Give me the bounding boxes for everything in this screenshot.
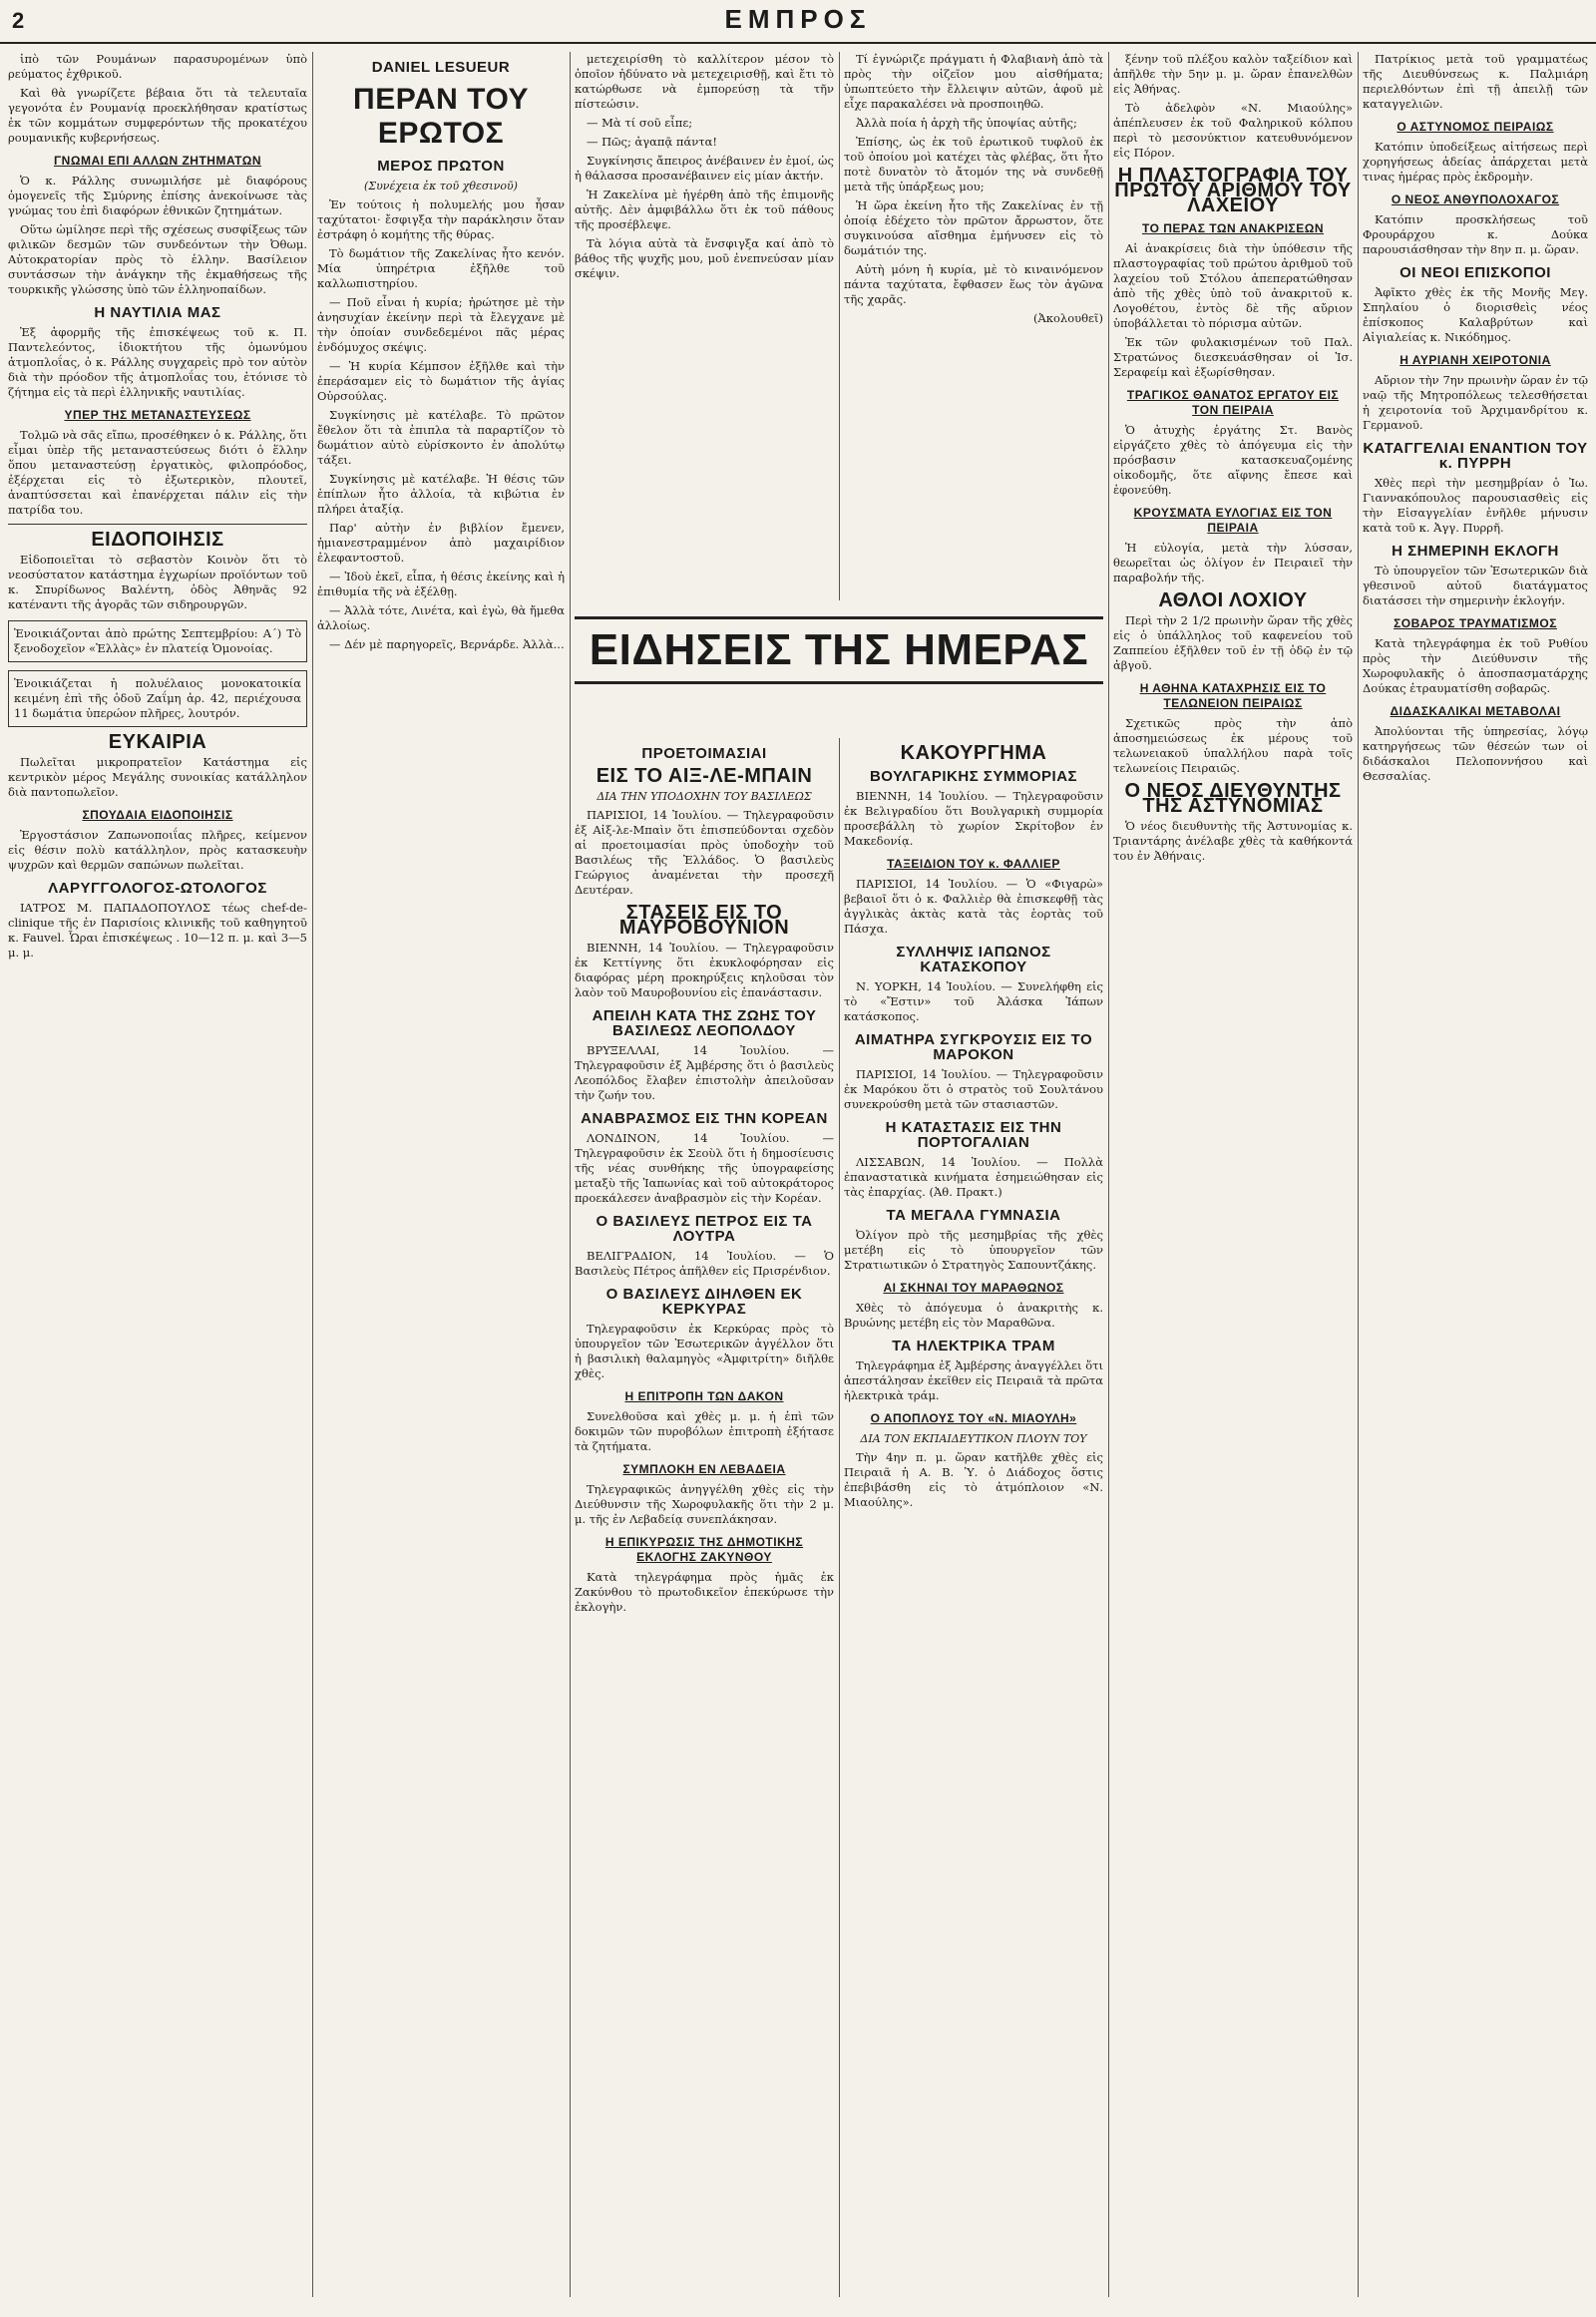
section-heading: ΓΝΩΜΑΙ ΕΠΙ ΑΛΛΩΝ ΖΗΤΗΜΑΤΩΝ bbox=[53, 154, 262, 168]
paragraph: Χθὲς τὸ ἀπόγευμα ὁ ἀνακριτὴς κ. Βρυώνης μετέβη εἰς τὸν Μαραθῶνα. bbox=[844, 1301, 1103, 1330]
news-banner bbox=[575, 608, 1103, 689]
paragraph: Πατρίκιος μετὰ τοῦ γραμματέως τῆς Διευθύνσεως κ. Παλμιάρη περιελθόντων ἐπὶ τῇ ἀπειλῇ τῶν καταγγελιῶν. bbox=[1363, 52, 1588, 111]
divider bbox=[8, 524, 307, 525]
section-heading: Η ΑΘΗΝΑ ΚΑΤΑΧΡΗΣΙΣ ΕΙΣ ΤΟ ΤΕΛΩΝΕΙΟΝ ΠΕΙΡΑΙΩΣ bbox=[1139, 681, 1327, 710]
ad-text: Ἐνοικιάζεται ἡ πολυέλαιος μονοκατοικία κειμένη ἐπὶ τῆς ὁδοῦ Ζαΐμη ἀρ. 42, περιέχουσα 11 δωμάτια ὑπερώον πλῆρες, λουτρόν. bbox=[14, 676, 301, 720]
paragraph: Ἀπολύονται τῆς ὑπηρεσίας, λόγῳ κατηργήσεως τῶν θέσεών των οἱ διδάσκαλοι Πελοποννήσου καὶ Θεσσαλίας. bbox=[1363, 724, 1588, 783]
section-heading: ΑΙΜΑΤΗΡΑ ΣΥΓΚΡΟΥΣΙΣ ΕΙΣ ΤΟ ΜΑΡΟΚΟΝ bbox=[854, 1031, 1093, 1063]
section-heading: ΕΙΔΟΠΟΙΗΣΙΣ bbox=[91, 529, 224, 551]
paragraph: Ἀφῖκτο χθὲς ἐκ τῆς Μονῆς Μεγ. Σπηλαίου ὁ διορισθεὶς νέος ἐπίσκοπος Καλαβρύτων καὶ Αἰγιαλείας κ. Νικόδημος. bbox=[1363, 285, 1588, 344]
section-heading: ΚΡΟΥΣΜΑΤΑ ΕΥΛΟΓΙΑΣ ΕΙΣ ΤΟΝ ΠΕΙΡΑΙΑ bbox=[1133, 506, 1333, 535]
paragraph: ΒΙΕΝΝΗ, 14 Ἰουλίου. — Τηλεγραφοῦσιν ἐκ Κεττίγνης ὅτι ἐκυκλοφόρησαν εἰς διαφόρας μέρη προκηρύξεις κηλοῦσαι τὸν λαὸν τοῦ Μαυροβουνίου εἰς ἐπανάστασιν. bbox=[575, 941, 834, 999]
column-separator bbox=[1108, 52, 1109, 2297]
section-heading: Η ΕΠΙΤΡΟΠΗ ΤΩΝ ΔΑΚΟΝ bbox=[624, 1389, 784, 1403]
page-number: 2 bbox=[12, 8, 25, 33]
paragraph: Παρ' αὐτὴν ἐν βιβλίον ἔμενεν, ἡμιανεστραμμένον ἀπὸ μαχαιρίδιον ἐλεφαντοστοῦ. bbox=[317, 521, 565, 565]
paragraph: Ὁ ἀτυχὴς ἐργάτης Στ. Βανὸς εἰργάζετο χθὲς τὸ ἀπόγευμα εἰς τὴν πρόσβασιν κατασκευαζομένης οἰκοδομῆς, ὅτε αἴφνης ἔπεσε καὶ ἐφονεύθη. bbox=[1113, 423, 1353, 497]
section-subheading: ΔΙΑ ΤΟΝ ΕΚΠΑΙΔΕΥΤΙΚΟΝ ΠΛΟΥΝ ΤΟΥ bbox=[860, 1432, 1087, 1445]
paragraph: Κατὰ τηλεγράφημα πρὸς ἡμᾶς ἐκ Ζακύνθου τὸ πρωτοδικεῖον ἐπεκύρωσε τὴν ἐκλογὴν. bbox=[575, 1570, 834, 1614]
paragraph: ΛΟΝΔΙΝΟΝ, 14 Ἰουλίου. — Τηλεγραφοῦσιν ἐκ Σεοὺλ ὅτι ἡ δημοσίευσις τῆς νέας συνθήκης τῆς ὑπογραφείσης μεταξὺ τῆς Ἰαπωνίας καὶ τοῦ αὐτοκράτορος προεκάλεσεν ἀναβρασμὸν εἰς τὴν Κορέαν. bbox=[575, 1131, 834, 1205]
paragraph: ΙΑΤΡΟΣ Μ. ΠΑΠΑΔΟΠΟΥΛΟΣ τέως chef-de-clinique τῆς ἐν Παρισίοις κλινικῆς τοῦ καθηγητοῦ κ. Fauvel. Ὧραι ἐπισκέψεως . 10—12 π. μ. καὶ 3—5 μ. μ. bbox=[8, 901, 307, 960]
column-separator bbox=[839, 738, 840, 2297]
section-heading: Ο ΑΠΟΠΛΟΥΣ ΤΟΥ «Ν. ΜΙΑΟΥΛΗ» bbox=[870, 1411, 1077, 1425]
section-heading: ΛΑΡΥΓΓΟΛΟΓΟΣ-ΩΤΟΛΟΓΟΣ bbox=[48, 880, 267, 897]
column-separator bbox=[839, 52, 840, 600]
section-heading: ΣΥΜΠΛΟΚΗ ΕΝ ΛΕΒΑΔΕΙΑ bbox=[622, 1462, 786, 1476]
section-heading: Η ΝΑΥΤΙΛΙΑ ΜΑΣ bbox=[94, 304, 221, 321]
paragraph: Πωλεῖται μικροπρατεῖον Κατάστημα εἰς κεντρικὸν μέρος Μεγάλης συνοικίας κατάλληλον διὰ παντοπωλεῖον. bbox=[8, 755, 307, 799]
paragraph: Τὸ δωμάτιον τῆς Ζακελίνας ἦτο κενόν. Μία ὑπηρέτρια ἐξῆλθε τοῦ καλλωπιστηρίου. bbox=[317, 246, 565, 290]
section-heading: ΕΙΣ ΤΟ ΑΙΞ-ΛΕ-ΜΠΑΙΝ bbox=[596, 765, 813, 787]
section-heading: ΒΟΥΛΓΑΡΙΚΗΣ ΣΥΜΜΟΡΙΑΣ bbox=[869, 768, 1078, 785]
paragraph: Ἐργοστάσιον Ζαπωνοποιΐας πλῆρες, κείμενον εἰς θέσιν πολὺ κατάλληλον, πρὸς κατασκευὴν ψυχρῶν καὶ θερμῶν σαπώνων πωλεῖται. bbox=[8, 828, 307, 872]
paragraph: Αὐτὴ μόνη ἡ κυρία, μὲ τὸ κιναινόμενον πάντα ταχύτατα, ἔφθασεν ἕως τὸν ἀγῶνα τῆς χαρᾶς. bbox=[844, 262, 1103, 306]
section-heading: Η ΚΑΤΑΣΤΑΣΙΣ ΕΙΣ ΤΗΝ ΠΟΡΤΟΓΑΛΙΑΝ bbox=[885, 1119, 1062, 1151]
column-f bbox=[1363, 52, 1588, 2297]
paragraph: ξένην τοῦ πλέξου καλὸν ταξείδιον καὶ ἀπῆλθε τὴν 5ην μ. μ. ὥραν ἐπανελθὼν εἰς Ἀθήνας. bbox=[1113, 52, 1353, 96]
section-heading: Η ΠΛΑΣΤΟΓΡΑΦΙΑ ΤΟΥ ΠΡΩΤΟΥ ΑΡΙΘΜΟΥ ΤΟΥ ΛΑΧΕΙΟΥ bbox=[1114, 165, 1352, 216]
paragraph: Ἡ Ζακελίνα μὲ ἠγέρθη ἀπὸ τῆς ἐπιμονῆς αὐτῆς. Δὲν ἀμφιβάλλω ὅτι ἐκ τοῦ πάθους τῆς προσέβλεψε. bbox=[575, 188, 834, 231]
section-heading: ΣΤΑΣΕΙΣ ΕΙΣ ΤΟ ΜΑΥΡΟΒΟΥΝΙΟΝ bbox=[618, 902, 790, 939]
section-heading: Η ΣΗΜΕΡΙΝΗ ΕΚΛΟΓΗ bbox=[1392, 543, 1559, 560]
paragraph: — Δέν μὲ παρηγορεῖς, Βερνάρδε. Ἀλλὰ... bbox=[329, 637, 565, 651]
paragraph: Κατόπιν προσκλήσεως τοῦ Φρουράρχου κ. Δούκα παρουσιάσθησαν τὴν 8ην π. μ. ὥραν. bbox=[1363, 212, 1588, 256]
paper-name: ΕΜΠΡΟΣ bbox=[724, 4, 872, 34]
paragraph: Ὁ κ. Ράλλης συνωμιλήσε μὲ διαφόρους ὁμογενεῖς τῆς Σμύρνης ἐπίσης ἀνεκοίνωσε τὰς γνώμας του ἐπὶ διαφόρων ἐθνικῶν ζητημάτων. bbox=[8, 174, 307, 217]
section-heading: ΔΙΔΑΣΚΑΛΙΚΑΙ ΜΕΤΑΒΟΛΑΙ bbox=[1390, 704, 1561, 718]
paragraph: Τηλεγραφοῦσιν ἐκ Κερκύρας πρὸς τὸ ὑπουργεῖον τῶν Ἐσωτερικῶν ἀγγέλλον ὅτι ἡ βασιλικὴ θαλαμηγὸς «Ἀμφιτρίτη» διῆλθε χθὲς. bbox=[575, 1322, 834, 1380]
novel-title: ΠΕΡΑΝ ΤΟΥ ΕΡΩΤΟΣ bbox=[353, 83, 529, 150]
section-heading: ΚΑΚΟΥΡΓΗΜΑ bbox=[900, 742, 1047, 764]
section-heading: Ο ΑΣΤΥΝΟΜΟΣ ΠΕΙΡΑΙΩΣ bbox=[1396, 120, 1554, 134]
news-banner-title: ΕΙΔΗΣΕΙΣ ΤΗΣ ΗΜΕΡΑΣ bbox=[575, 616, 1103, 684]
paragraph: ΠΑΡΙΣΙΟΙ, 14 Ἰουλίου. — Ὁ «Φιγαρὼ» βεβαιοῖ ὅτι ὁ κ. Φαλλιὲρ θὰ ἐπισκεφθῇ τὰς ἀγγλικὰς ἀκτὰς κατὰ τὰς ἑορτὰς τοῦ Πάσχα. bbox=[844, 877, 1103, 936]
section-heading: Ο ΝΕΟΣ ΑΝΘΥΠΟΛΟΧΑΓΟΣ bbox=[1391, 193, 1560, 206]
paragraph: Ἀλλὰ ποία ἡ ἀρχὴ τῆς ὑποψίας αὐτῆς; bbox=[856, 116, 1077, 130]
section-heading: ΤΑ ΜΕΓΑΛΑ ΓΥΜΝΑΣΙΑ bbox=[886, 1207, 1061, 1224]
column-b-feuilleton bbox=[317, 52, 565, 2297]
paragraph: Τί ἐγνώριζε πράγματι ἡ Φλαβιανὴ ἀπὸ τὰ πρὸς τὴν οἰζεῖον μου αἰσθήματα; ὑπωπτεύετο τὴν ἔλλειψιν αὐτῶν, ἀφοῦ μὲ εἶχε παρακαλέσει νὰ προσποιηθῶ. bbox=[844, 52, 1103, 111]
paragraph: Τὸ ἀδελφὸν «Ν. Μιαούλης» ἀπέπλευσεν ἐκ τοῦ Φαληρικοῦ κόλπου περὶ τὸ μεσονύκτιον κατευθυνόμενον εἰς Πόρον. bbox=[1113, 101, 1353, 160]
paragraph: Συνελθοῦσα καὶ χθὲς μ. μ. ἡ ἐπὶ τῶν δοκιμῶν τῶν πυροβόλων ἐπιτροπὴ ἐξήτασε τὰ ζητήματα. bbox=[575, 1409, 834, 1453]
masthead bbox=[0, 0, 1596, 44]
column-separator bbox=[312, 52, 313, 2297]
paragraph: Τὸ ὑπουργεῖον τῶν Ἐσωτερικῶν διὰ γθεσινοῦ αὐτοῦ διατάγματος διατάσσει τὴν σημερινὴν ἐκλογήν. bbox=[1363, 564, 1588, 607]
paragraph: Ν. ΥΟΡΚΗ, 14 Ἰουλίου. — Συνελήφθη εἰς τὸ «Ἔστιν» τοῦ Ἀλάσκα Ἰάπων κατάσκοπος. bbox=[844, 979, 1103, 1023]
paragraph: Περὶ τὴν 2 1/2 πρωινὴν ὥραν τῆς χθὲς εἰς ὁ ὑπάλληλος τοῦ καφενείου τοῦ Ζαππείου ἐξῆλθεν τοῦ ἐν τῇ ὁδῷ ἐν τῷ ἀβγοῦ. bbox=[1113, 613, 1353, 672]
paragraph: Τὴν 4ην π. μ. ὥραν κατῆλθε χθὲς εἰς Πειραιᾶ ἡ Α. Β. Ὑ. ὁ Διάδοχος ὅστις ἐπεβιβάσθη εἰς τὸ ἀτμόπλοιον «Ν. Μιαούλης». bbox=[844, 1450, 1103, 1509]
section-heading: ΤΑ ΗΛΕΚΤΡΙΚΑ ΤΡΑΜ bbox=[892, 1338, 1055, 1354]
paragraph: Τηλεγράφημα ἐξ Ἀμβέρσης ἀναγγέλλει ὅτι ἀπεστάλησαν ἐκεῖθεν εἰς Πειραιᾶ τὰ πρῶτα ἠλεκτρικὰ τράμ. bbox=[844, 1358, 1103, 1402]
paragraph: Εἰδοποιεῖται τὸ σεβαστὸν Κοινὸν ὅτι τὸ νεοσύστατον κατάστημα ἐγχωρίων προϊόντων τοῦ κ. Σπυρίδωνος Βαλέντη, ὁδὸς Ἀθηνᾶς 92 κατέναντι τῆς ἀγορᾶς τῶν σιδηρουργῶν. bbox=[8, 553, 307, 611]
section-heading: ΕΥΚΑΙΡΙΑ bbox=[108, 731, 207, 753]
section-subheading: ΤΟ ΠΕΡΑΣ ΤΩΝ ΑΝΑΚΡΙΣΕΩΝ bbox=[1141, 221, 1325, 235]
paragraph: Ἡ ὥρα ἐκείνη ἦτο τῆς Ζακελίνας ἐν τῇ ὁποίᾳ ἐδέχετο τὸν πρῶτον ἄρρωστον, ὅτε συγκινούσα αἴσθημα ἐμήνυσεν εἰς τὸ δωμάτιόν της. bbox=[844, 198, 1103, 257]
section-heading: ΥΠΕΡ ΤΗΣ ΜΕΤΑΝΑΣΤΕΥΣΕΩΣ bbox=[64, 408, 251, 422]
section-heading: ΚΑΤΑΓΓΕΛΙΑΙ ΕΝΑΝΤΙΟΝ ΤΟΥ κ. ΠΥΡΡΗ bbox=[1363, 440, 1588, 472]
paragraph: ΠΑΡΙΣΙΟΙ, 14 Ἰουλίου. — Τηλεγραφοῦσιν ἐκ Μαρόκου ὅτι ὁ στρατὸς τοῦ Σουλτάνου συνεκρούσθη μετὰ τῶν στασιαστῶν. bbox=[844, 1067, 1103, 1111]
paragraph: Ἐν τούτοις ἡ πολυμελής μου ἦσαν ταχύτατοι· ἔσφιγξα τὴν παράκλησιν ὅταν ἐστράφη ὁ κομήτης τῆς θύρας. bbox=[317, 197, 565, 241]
section-heading: ΑΙ ΣΚΗΝΑΙ ΤΟΥ ΜΑΡΑΘΩΝΟΣ bbox=[883, 1281, 1064, 1295]
paragraph: Τηλεγραφικῶς ἀνηγγέλθη χθὲς εἰς τὴν Διεύθυνσιν τῆς Χωροφυλακῆς ὅτι τὴν 2 μ. μ. τῆς ἐν Λεβαδείᾳ συνεπλάκησαν. bbox=[575, 1482, 834, 1526]
paragraph: ΒΡΥΞΕΛΛΑΙ, 14 Ἰουλίου. — Τηλεγραφοῦσιν ἐξ Ἀμβέρσης ὅτι ὁ βασιλεὺς Λεοπόλδος ἔλαβεν ἐπιστολὴν ἀπειλοῦσαν τὴν ζωήν του. bbox=[575, 1043, 834, 1102]
paragraph: Ἐπίσης, ὡς ἐκ τοῦ ἐρωτικοῦ τυφλοῦ ἐκ τοῦ ὁποίου μοὶ κατέχει τὰς φλέβας, ὅτι ἦτο ποτὲ δυνατὸν τὸ ἄτομόν της νὰ συνδεθῇ μετὰ τῆς ὑπάρξεως μου; bbox=[844, 135, 1103, 193]
paragraph: Ἐξ ἀφορμῆς τῆς ἐπισκέψεως τοῦ κ. Π. Παντελεόντος, ἰδιοκτήτου τῆς ὁμωνύμου ἀτμοπλοΐας, ὁ κ. Ράλλης συγχαρεὶς πρὸ τον αὐτὸν διὰ τὴν πρόοδον τῆς ἀτμοπλοΐας του, ἐτόνισε τὸ ζήτημα εἰς τὰ περὶ ἑλληνικῆς ναυτιλίας. bbox=[8, 325, 307, 399]
section-heading: ΑΠΕΙΛΗ ΚΑΤΑ ΤΗΣ ΖΩΗΣ ΤΟΥ ΒΑΣΙΛΕΩΣ ΛΕΟΠΟΛΔΟΥ bbox=[592, 1007, 817, 1039]
paragraph: ΒΙΕΝΝΗ, 14 Ἰουλίου. — Τηλεγραφοῦσιν ἐκ Βελιγραδίου ὅτι Βουλγαρικὴ συμμορία προσεβάλλη τὸ χωρίον Σκρίτοβον ἐν Μακεδονίᾳ. bbox=[844, 789, 1103, 848]
paragraph: Οὕτω ὡμίλησε περὶ τῆς σχέσεως συσφίξεως τῶν φιλικῶν δεσμῶν τῶν συνδεόντων τὴν Ὀθωμ. Αὐτοκρατορίαν πρὸς τὸ ἑλλην. Βασίλειον συντάσσων τὴν ἀνάγκην τῆς ἐκμαθήσεως τῆς τουρκικῆς γλώσσης ὑπὸ τῶν ἑλληνοπαίδων. bbox=[8, 222, 307, 296]
paragraph: ΠΑΡΙΣΙΟΙ, 14 Ἰουλίου. — Τηλεγραφοῦσιν ἐξ Αἰξ-λε-Μπαὶν ὅτι ἐπισπεύδονται σχεδὸν αἱ προετοιμασίαι πρὸς ὑποδοχὴν τοῦ Βασιλέως τῆς Ἑλλάδος. Ὁ βασιλεὺς Γεώργιος ἀναμένεται τὴν προσεχῆ Δευτέραν. bbox=[575, 808, 834, 897]
column-a bbox=[8, 52, 307, 2297]
section-heading: ΑΘΛΟΙ ΛΟΧΙΟΥ bbox=[1158, 589, 1308, 611]
paragraph: — Ποῦ εἶναι ἡ κυρία; ἠρώτησε μὲ τὴν ἀνησυχίαν ἐκείνην περὶ τὰ ἔλεγχανε μὲ τὴν ὁποίαν συνδεδεμένοι πᾶς μέρας ἐνδόμυχος σκέψις. bbox=[317, 295, 565, 354]
paragraph: Χθὲς περὶ τὴν μεσημβρίαν ὁ Ἰω. Γιαννακόπουλος παρουσιασθεὶς εἰς τὴν Εἰσαγγελίαν ἐνῆλθε μήνυσιν κατὰ τοῦ κ. Ἀγγ. Πυρρῆ. bbox=[1363, 476, 1588, 535]
paragraph: Κατὰ τηλεγράφημα ἐκ τοῦ Ρυθίου πρὸς τὴν Διεύθυνσιν τῆς Χωροφυλακῆς ὁ ἀποσπασματάρχης Δούκας ἐτραυματίσθη σοβαρῶς. bbox=[1363, 636, 1588, 695]
column-d-news bbox=[844, 738, 1103, 2297]
paragraph: ἰπὸ τῶν Ρουμάνων παρασυρομένων ὑπὸ ρεύματος ἐχθρικοῦ. bbox=[8, 52, 307, 81]
section-heading: Ο ΒΑΣΙΛΕΥΣ ΠΕΤΡΟΣ ΕΙΣ ΤΑ ΛΟΥΤΡΑ bbox=[596, 1213, 813, 1245]
column-e bbox=[1113, 52, 1353, 2297]
paragraph: Αἱ ἀνακρίσεις διὰ τὴν ὑπόθεσιν τῆς πλαστογραφίας τοῦ πρώτου ἀριθμοῦ τοῦ λαχείου τοῦ Στόλου ἀπεπερατώθησαν ἀπὸ τῆς χθὲς ὑπὸ τοῦ ἀνακριτοῦ κ. Λογοθέτου, ἐντὸς δὲ τῆς αὔριον ὑποβάλλεται τὸ πόρισμα αὐτῶν. bbox=[1113, 241, 1353, 330]
paragraph: — Ἡ κυρία Κέμπσον ἐξῆλθε καὶ τὴν ἐπεράσαμεν εἰς τὸ δωμάτιον τῆς ἁγίας Οὐρσούλας. bbox=[317, 359, 565, 403]
paragraph: Συγκίνησις μὲ κατέλαβε. Ἡ θέσις τῶν ἐπίπλων ἦτο ἀλλοία, τὰ κιβώτια ἐν πλήρει ἀταξίᾳ. bbox=[317, 472, 565, 516]
section-heading: ΤΡΑΓΙΚΟΣ ΘΑΝΑΤΟΣ ΕΡΓΑΤΟΥ ΕΙΣ ΤΟΝ ΠΕΙΡΑΙΑ bbox=[1126, 388, 1340, 417]
paragraph: — Ἀλλὰ τότε, Λινέτα, καὶ ἐγὼ, θὰ ἤμεθα ἀλλοίως. bbox=[317, 603, 565, 632]
section-heading: ΤΑΞΕΙΔΙΟΝ ΤΟΥ κ. ΦΑΛΛΙΕΡ bbox=[887, 857, 1060, 871]
section-subheading: ΔΙΑ ΤΗΝ ΥΠΟΔΟΧΗΝ ΤΟΥ ΒΑΣΙΛΕΩΣ bbox=[597, 790, 812, 803]
paragraph: Κατόπιν ὑποδείξεως αἰτήσεως περὶ χορηγήσεως ἀδείας ἀπάρχεται μετὰ τινας ἡμέρας πρὸς ἐκδρομὴν. bbox=[1363, 140, 1588, 184]
column-separator bbox=[1358, 52, 1359, 2297]
ad-text: Ἐνοικιάζονται ἀπὸ πρώτης Σεπτεμβρίου: Α΄) Τὸ ξενοδοχεῖον «Ἑλλὰς» ἐν πλατείᾳ Ὁμονοίας. bbox=[14, 626, 301, 655]
section-heading: ΣΟΒΑΡΟΣ ΤΡΑΥΜΑΤΙΣΜΟΣ bbox=[1394, 616, 1557, 630]
column-c-top bbox=[575, 52, 834, 600]
paragraph: Συγκίνησις ἄπειρος ἀνέβαινεν ἐν ἐμοί, ὡς ἡ θάλασσα προσανέβαινεν εἰς μίαν ἀκτήν. bbox=[575, 154, 834, 183]
section-heading: Η ΑΥΡΙΑΝΗ ΧΕΙΡΟΤΟΝΙΑ bbox=[1399, 353, 1551, 367]
part-heading: ΜΕΡΟΣ ΠΡΩΤΟΝ bbox=[377, 158, 505, 175]
paragraph: ΒΕΛΙΓΡΑΔΙΟΝ, 14 Ἰουλίου. — Ὁ Βασιλεὺς Πέτρος ἀπῆλθεν εἰς Πρισρένδιον. bbox=[575, 1249, 834, 1278]
paragraph: — Ἰδοὺ ἐκεῖ, εἶπα, ἡ θέσις ἐκείνης καὶ ἡ ἐπιθυμία τῆς νὰ ἐξέλθῃ. bbox=[317, 570, 565, 598]
paragraph: — Πῶς; ἀγαπᾷ πάντα! bbox=[587, 135, 717, 149]
continuation-note: (Συνέχεια ἐκ τοῦ χθεσινοῦ) bbox=[364, 180, 518, 193]
paragraph: Ἡ εὐλογία, μετὰ τὴν λύσσαν, θεωρεῖται ὡς ὀλίγον ἐν Πειραιεῖ τὴν παραβολήν τῆς. bbox=[1113, 541, 1353, 584]
section-heading: Ο ΒΑΣΙΛΕΥΣ ΔΙΗΛΘΕΝ ΕΚ ΚΕΡΚΥΡΑΣ bbox=[605, 1286, 803, 1318]
section-heading: Ο ΝΕΟΣ ΔΙΕΥΘΥΝΤΗΣ ΤΗΣ ΑΣΤΥΝΟΜΙΑΣ bbox=[1124, 780, 1342, 817]
paragraph: Ἐκ τῶν φυλακισμένων τοῦ Παλ. Στρατώνος διεσκευάσθησαν οἱ Ἰσ. Σεραφείμ καὶ ἐξωρίσθησαν. bbox=[1113, 335, 1353, 379]
advertisement bbox=[8, 620, 307, 662]
paragraph: Ὁ νέος διευθυντὴς τῆς Ἀστυνομίας κ. Τριαντάρης ἀνέλαβε χθὲς τὰ καθήκοντά του ἐν Ἀθήναις. bbox=[1113, 819, 1353, 863]
paragraph: Τολμῶ νὰ σᾶς εἴπω, προσέθηκεν ὁ κ. Ράλλης, ὅτι εἶμαι ὑπὲρ τῆς μεταναστεύσεως διότι ὁ ἕλλην ὅπου μεταναστεύσῃ ἐργατικὸς, φιλοπρόοδος, ἐξέρχεται εἰς τὸ ἐξωτερικὸν, πλουτεῖ, ἀναπτύσσεται καὶ ἐπανέρχεται πάλιν εἰς τὴν πατρίδα του. bbox=[8, 428, 307, 517]
paragraph: Τὰ λόγια αὐτὰ τὰ ἔνσφιγξα καί ἀπὸ τὸ βάθος τῆς ψυχῆς μου, μοῦ ἐνεπνεύσαν μίαν σκέψιν. bbox=[575, 236, 834, 280]
section-heading: ΑΝΑΒΡΑΣΜΟΣ ΕΙΣ ΤΗΝ ΚΟΡΕΑΝ bbox=[581, 1110, 828, 1127]
paragraph: ΛΙΣΣΑΒΩΝ, 14 Ἰουλίου. — Πολλὰ ἐπαναστατικὰ κινήματα ἐσημειώθησαν εἰς τὰς ἐπαρχίας. (Ἀθ. Πρακτ.) bbox=[844, 1155, 1103, 1199]
paragraph: Σχετικῶς πρὸς τὴν ἀπὸ ἀποσημειώσεως ἐκ μέρους τοῦ τελωνειακοῦ ὑπαλλήλου παρὰ τοῖς τελωνείοις Πειραιῶς. bbox=[1113, 716, 1353, 775]
paragraph: Ὀλίγον πρὸ τῆς μεσημβρίας τῆς χθὲς μετέβη εἰς τὸ ὑπουργεῖον τῶν Στρατιωτικῶν ὁ Στρατηγὸς Σαπουντζάκης. bbox=[844, 1228, 1103, 1272]
author-name: DANIEL LESUEUR bbox=[371, 59, 511, 76]
section-heading: ΣΠΟΥΔΑΙΑ ΕΙΔΟΠΟΙΗΣΙΣ bbox=[82, 808, 233, 822]
paragraph: Συγκίνησις μὲ κατέλαβε. Τὸ πρῶτον ἔθελον ὅτι τὰ ἐπιπλα τὰ παραρτίζον τὸ δωμάτιον αὐτὸ εὑρίσκοντο ἐν ἀπολύτῳ τάξει. bbox=[317, 408, 565, 467]
paragraph: Αὔριον τὴν 7ην πρωινὴν ὥραν ἐν τῷ ναῷ τῆς Μητροπόλεως τελεσθήσεται ἡ χειροτονία τοῦ Ἀρχιμανδρίτου κ. Γερμανοῦ. bbox=[1363, 373, 1588, 432]
to-be-continued: (Ἀκολουθεῖ) bbox=[1033, 311, 1103, 325]
paragraph: Καὶ θὰ γνωρίζετε βέβαια ὅτι τὰ τελευταῖα γεγονότα ἐν Ρουμανίᾳ προεκλήθησαν κρατίστως ἐκ τῶν κομμάτων συμφερόντων τῆς προκατέχου ρουμανικῆς κυβερνήσεως. bbox=[8, 86, 307, 145]
column-c-news bbox=[575, 738, 834, 2297]
column-separator bbox=[570, 52, 571, 2297]
column-d-top bbox=[844, 52, 1103, 600]
section-heading: ΟΙ ΝΕΟΙ ΕΠΙΣΚΟΠΟΙ bbox=[1399, 264, 1551, 281]
section-heading: Η ΕΠΙΚΥΡΩΣΙΣ ΤΗΣ ΔΗΜΟΤΙΚΗΣ ΕΚΛΟΓΗΣ ΖΑΚΥΝΘΟΥ bbox=[604, 1535, 804, 1564]
paragraph: μετεχειρίσθη τὸ καλλίτερον μέσον τὸ ὁποῖον ἠδύνατο νὰ μετεχειρισθῇ, καὶ ἔτι τὸ κατώρθωσε νὰ ἐμπορεύσῃ τὰ τῆν πίστεώσιν. bbox=[575, 52, 834, 111]
paragraph: — Μὰ τί σοῦ εἶπε; bbox=[587, 116, 693, 130]
section-heading: ΠΡΟΕΤΟΙΜΑΣΙΑΙ bbox=[641, 745, 767, 762]
advertisement bbox=[8, 670, 307, 727]
section-heading: ΣΥΛΛΗΨΙΣ ΙΑΠΩΝΟΣ ΚΑΤΑΣΚΟΠΟΥ bbox=[896, 944, 1051, 975]
